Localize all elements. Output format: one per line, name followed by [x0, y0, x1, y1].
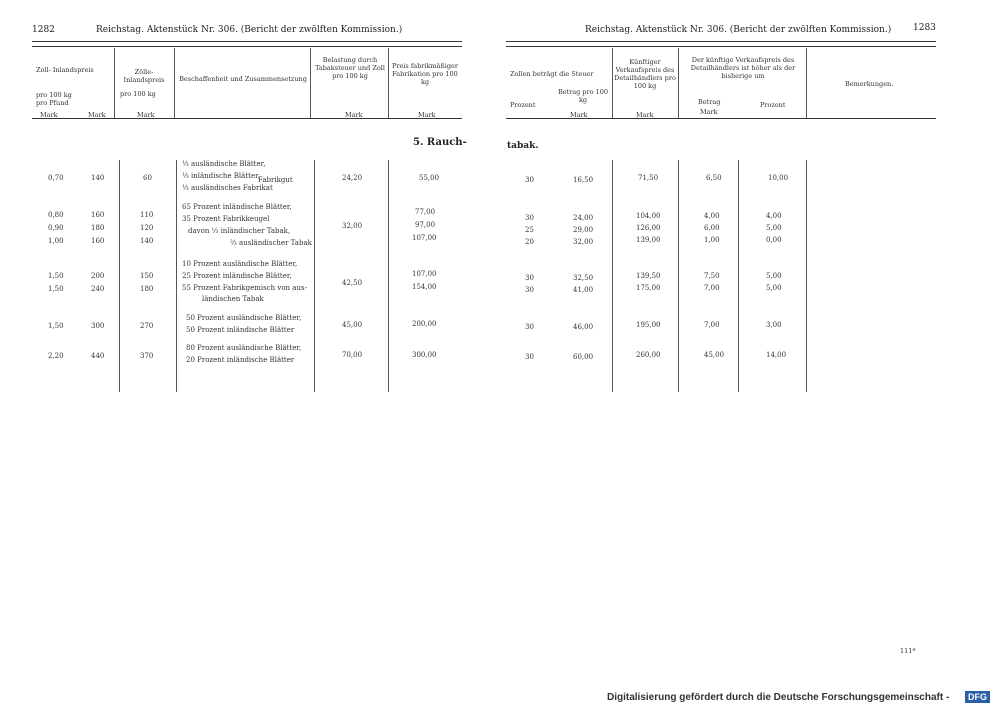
left-r4-a: 1,00: [48, 237, 64, 245]
right-r3-kp: 5,00: [766, 224, 782, 232]
left-r5-preis: 107,00: [412, 270, 437, 278]
left-col-unit-b: Mark: [88, 111, 106, 119]
right-bottom-mark: 111*: [900, 647, 916, 655]
left-col-beschaffenheit: Beschaffenheit und Zusammensetzung: [179, 75, 307, 83]
right-col-kuenftig: Der künftige Verkaufspreis des Detailhändlers ist höher als der bisherige um: [690, 56, 796, 80]
right-r1-kp: 10,00: [768, 174, 789, 182]
left-r8-preis: 300,00: [412, 351, 437, 359]
left-r8-bel: 70,00: [342, 351, 363, 359]
left-r7-desc-0: 50 Prozent ausländische Blätter,: [186, 314, 302, 322]
left-r2-preis: 77,00: [415, 208, 436, 216]
left-col-steuer-per100: pro 100 kg: [120, 90, 156, 98]
left-col-preis: Preis fabrikmäßiger Fabrikation pro 100 kg: [392, 62, 458, 86]
left-r7-bel: 45,00: [342, 321, 363, 329]
right-r5-v: 139,50: [636, 272, 661, 280]
left-r5-a: 1,50: [48, 272, 64, 280]
left-col-perpfund: pro Pfund: [36, 99, 69, 107]
right-r4-v: 139,00: [636, 236, 661, 244]
left-r2-bel: 32,00: [342, 222, 363, 230]
dfg-logo: DFG: [965, 691, 990, 703]
left-col-zoll-group: Zoll- Inlandspreis: [36, 66, 94, 74]
right-r2-kp: 4,00: [766, 212, 782, 220]
right-page-number: 1283: [913, 23, 936, 33]
right-r8-kb: 45,00: [704, 351, 725, 359]
left-r2-a: 0,80: [48, 211, 64, 219]
right-col-verk-unit: Mark: [636, 111, 654, 119]
left-r5-c: 150: [140, 272, 154, 280]
left-r7-c: 270: [140, 322, 154, 330]
left-col-steuer: Zölle- Inlandspreis: [123, 68, 165, 84]
right-r3-v: 126,00: [636, 224, 661, 232]
left-col-steuer-unit: Mark: [137, 111, 155, 119]
right-r8-kp: 14,00: [766, 351, 787, 359]
left-r4-b: 160: [91, 237, 105, 245]
right-r6-kb: 7,00: [704, 284, 720, 292]
right-r4-kb: 1,00: [704, 236, 720, 244]
left-section-title: 5. Rauch-: [413, 137, 467, 148]
left-r6-a: 1,50: [48, 285, 64, 293]
left-r6-c: 180: [140, 285, 154, 293]
right-r7-kp: 3,00: [766, 321, 782, 329]
right-r7-p: 30: [525, 323, 534, 331]
right-col-prozent: Prozent: [510, 101, 536, 109]
right-r8-p: 30: [525, 353, 534, 361]
left-col-per100: pro 100 kg: [36, 91, 72, 99]
left-r8-desc-0: 80 Prozent ausländische Blätter,: [186, 344, 302, 352]
right-r5-p: 30: [525, 274, 534, 282]
left-r3-b: 180: [91, 224, 105, 232]
left-r5-bel: 42,50: [342, 279, 363, 287]
left-r5-b: 200: [91, 272, 105, 280]
right-r6-b: 41,00: [573, 286, 594, 294]
left-col-belastung: Belastung durch Tabaksteuer und Zoll pro 100 kg: [315, 56, 385, 80]
right-r2-p: 30: [525, 214, 534, 222]
left-r3-c: 120: [140, 224, 154, 232]
left-r2-c: 110: [140, 211, 154, 219]
left-r4-c: 140: [140, 237, 154, 245]
right-r4-p: 20: [525, 238, 534, 246]
right-col-bemerkungen: Bemerkungen.: [845, 80, 894, 88]
left-r2-desc-3: ⅔ ausländischer Tabak: [230, 239, 312, 247]
right-col-kbetrag-unit: Mark: [700, 108, 718, 116]
left-r8-desc-1: 20 Prozent inländische Blätter: [186, 356, 295, 364]
left-r3-a: 0,90: [48, 224, 64, 232]
left-r2-desc-2: davon ⅓ inländischer Tabak,: [188, 227, 291, 235]
right-r1-kb: 6,50: [706, 174, 722, 182]
left-r5-desc-1: 25 Prozent inländische Blätter,: [182, 272, 292, 280]
left-running-head: Reichstag. Aktenstück Nr. 306. (Bericht der zwölften Kommission.): [96, 25, 403, 35]
right-col-kprozent: Prozent: [760, 101, 786, 109]
footer-text: Digitalisierung gefördert durch die Deutsche Forschungsgemeinschaft -: [607, 692, 950, 703]
left-col-belastung-unit: Mark: [345, 111, 363, 119]
left-r7-preis: 200,00: [412, 320, 437, 328]
right-col-betrag-unit: Mark: [570, 111, 588, 119]
left-r1-c: 60: [143, 174, 152, 182]
left-r7-desc-1: 50 Prozent inländische Blätter: [186, 326, 295, 334]
right-r6-p: 30: [525, 286, 534, 294]
left-r8-a: 2,20: [48, 352, 64, 360]
left-r1-preis: 55,00: [419, 174, 440, 182]
right-r3-kb: 6,00: [704, 224, 720, 232]
right-r8-b: 60,00: [573, 353, 594, 361]
left-r1-desc-2: ⅓ ausländisches Fabrikat: [182, 184, 273, 192]
left-r1-a: 0,70: [48, 174, 64, 182]
right-r3-b: 29,00: [573, 226, 594, 234]
right-col-zoll: Zollen beträgt die Steuer: [510, 70, 594, 78]
left-r1-desc-1: ⅓ inländische Blätter,: [182, 172, 260, 180]
right-r1-v: 71,50: [638, 174, 659, 182]
right-r7-v: 195,00: [636, 321, 661, 329]
right-r5-b: 32,50: [573, 274, 594, 282]
left-r2-b: 160: [91, 211, 105, 219]
left-r3-preis: 97,00: [415, 221, 436, 229]
left-r4-preis: 107,00: [412, 234, 437, 242]
right-r7-kb: 7,00: [704, 321, 720, 329]
right-r5-kp: 5,00: [766, 272, 782, 280]
right-r2-b: 24,00: [573, 214, 594, 222]
right-r2-kb: 4,00: [704, 212, 720, 220]
left-r5-desc-2: 55 Prozent Fabrikgemisch von aus-: [182, 284, 307, 292]
right-r3-p: 25: [525, 226, 534, 234]
left-col-preis-unit: Mark: [418, 111, 436, 119]
left-col-unit-a: Mark: [40, 111, 58, 119]
right-r8-v: 260,00: [636, 351, 661, 359]
right-col-verkaufspreis: Künftiger Verkaufspreis des Detailhändlers pro 100 kg: [614, 58, 676, 90]
left-r1-brace: Fabrikgut: [258, 176, 293, 184]
left-r7-b: 300: [91, 322, 105, 330]
left-r2-desc-0: 65 Prozent inländische Blätter,: [182, 203, 292, 211]
right-r5-kb: 7,50: [704, 272, 720, 280]
left-r1-desc-0: ⅓ ausländische Blätter,: [182, 160, 266, 168]
right-r6-kp: 5,00: [766, 284, 782, 292]
left-r1-b: 140: [91, 174, 105, 182]
left-r6-preis: 154,00: [412, 283, 437, 291]
left-r6-b: 240: [91, 285, 105, 293]
right-col-kbetrag: Betrag: [698, 98, 721, 106]
right-r4-b: 32,00: [573, 238, 594, 246]
right-r2-v: 104,00: [636, 212, 661, 220]
left-r7-a: 1,50: [48, 322, 64, 330]
left-r5-desc-3: ländischen Tabak: [202, 295, 264, 303]
right-running-head: Reichstag. Aktenstück Nr. 306. (Bericht der zwölften Kommission.): [585, 25, 892, 35]
left-r8-c: 370: [140, 352, 154, 360]
left-r5-desc-0: 10 Prozent ausländische Blätter,: [182, 260, 298, 268]
right-section-title: tabak.: [507, 141, 539, 151]
right-r6-v: 175,00: [636, 284, 661, 292]
right-r4-kp: 0,00: [766, 236, 782, 244]
left-page-number: 1282: [32, 25, 55, 35]
left-r8-b: 440: [91, 352, 105, 360]
right-r7-b: 46,00: [573, 323, 594, 331]
right-r1-b: 16,50: [573, 176, 594, 184]
left-r2-desc-1: 35 Prozent Fabrikkeugel: [182, 215, 270, 223]
right-r1-p: 30: [525, 176, 534, 184]
right-col-betrag: Betrag pro 100 kg: [557, 88, 609, 104]
left-r1-bel: 24,20: [342, 174, 363, 182]
